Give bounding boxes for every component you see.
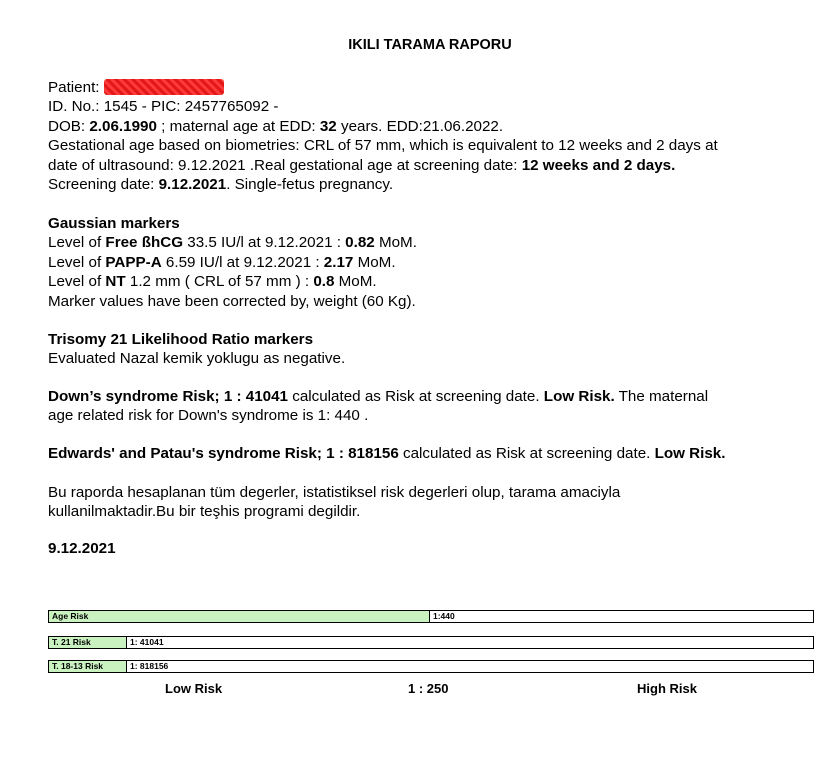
down-risk-level: Low Risk. [543,388,615,405]
report-date: 9.12.2021 [48,540,116,557]
scale-high-label: High Risk [637,681,697,696]
bar-label: T. 18-13 Risk [49,661,127,672]
trisomy-heading: Trisomy 21 Likelihood Ratio markers [48,331,314,348]
marker-prefix: Level of [48,273,106,291]
down-risk-label: Down’s syndrome Risk; 1 : 41041 [48,388,288,405]
bar-value: 1:440 [433,611,455,621]
age-risk-bar [48,610,814,623]
disclaimer [48,483,818,522]
marker-suffix: MoM. [374,234,417,252]
screening-rest: . Single-fetus pregnancy. [226,176,394,194]
edd-text: years. EDD:21.06.2022. [336,117,504,135]
marker-mom: 0.8 [313,273,335,291]
bar-label: T. 21 Risk [49,637,127,648]
gestational-line-1: Gestational age based on biometries: CRL of 57 mm, which is equivalent to 12 weeks and 2 days at [48,137,718,155]
bar-label: Age Risk [49,611,430,622]
marker-mom: 0.82 [345,234,375,252]
marker-name: PAPP-A [105,253,162,271]
dob-value: 2.06.1990 [89,117,157,135]
marker-prefix: Level of [48,234,106,252]
scale-low-label: Low Risk [165,681,223,696]
t21-risk-bar [48,636,814,649]
disclaimer-line-1: Bu raporda hesaplanan tüm degerler, istatistiksel risk degerleri olup, tarama amaciyla [48,484,621,501]
down-line-1 [48,387,818,406]
marker-name: NT [105,273,126,291]
patient-line [48,78,818,97]
disclaimer-line-2: kullanilmaktadir.Bu bir teşhis programi degildir. [48,503,361,521]
screening-date: 9.12.2021 [158,176,227,194]
redaction-mark [104,79,224,95]
gestational-line-2 [48,156,818,175]
bar-value: 1: 41041 [130,637,164,647]
report-title: IKILI TARAMA RAPORU [348,37,512,53]
dob-label: DOB: [48,117,90,135]
maternal-age-label: ; maternal age at EDD: [156,117,320,135]
screening-line [48,175,818,194]
id-line: ID. No.: 1545 - PIC: 2457765092 - [48,98,279,116]
patient-info [48,78,818,194]
patient-label: Patient: [48,79,100,96]
marker-name: Free ßhCG [105,234,184,252]
free-hcg-line [48,233,818,252]
edwards-risk-label: Edwards' and Patau's syndrome Risk; 1 : 818156 [48,445,399,462]
down-line-2: age related risk for Down's syndrome is 1: 440 . [48,407,369,425]
marker-level: 33.5 IU/l at 9.12.2021 : [183,234,346,252]
trisomy-text: Evaluated Nazal kemik yoklugu as negative. [48,350,346,368]
bar-value: 1: 818156 [130,661,169,671]
marker-level: 1.2 mm ( CRL of 57 mm ) : [125,273,314,291]
down-risk-rest: The maternal [614,388,709,405]
down-syndrome-risk [48,387,818,426]
down-risk-text: calculated as Risk at screening date. [288,388,544,405]
maternal-age-value: 32 [319,117,337,135]
marker-prefix: Level of [48,253,106,271]
marker-mom: 2.17 [323,253,354,271]
marker-suffix: MoM. [353,253,396,271]
gestational-label: date of ultrasound: 9.12.2021 .Real gestational age at screening date: [48,156,522,174]
gaussian-markers [48,214,818,311]
edwards-risk-text: calculated as Risk at screening date. [398,445,655,462]
dob-line [48,117,818,136]
gaussian-heading: Gaussian markers [48,215,180,232]
screening-label: Screening date: [48,176,159,194]
marker-level: 6.59 IU/l at 9.12.2021 : [161,253,324,271]
trisomy-section [48,330,818,369]
correction-note: Marker values have been corrected by, weight (60 Kg). [48,292,416,310]
nt-line [48,272,818,291]
t18-13-risk-bar [48,660,814,673]
marker-suffix: MoM. [334,273,377,291]
gestational-value: 12 weeks and 2 days. [521,156,676,174]
edwards-risk-level: Low Risk. [654,445,726,462]
scale-mid-label: 1 : 250 [408,681,449,696]
edwards-patau-risk [48,444,818,463]
papp-a-line [48,253,818,272]
